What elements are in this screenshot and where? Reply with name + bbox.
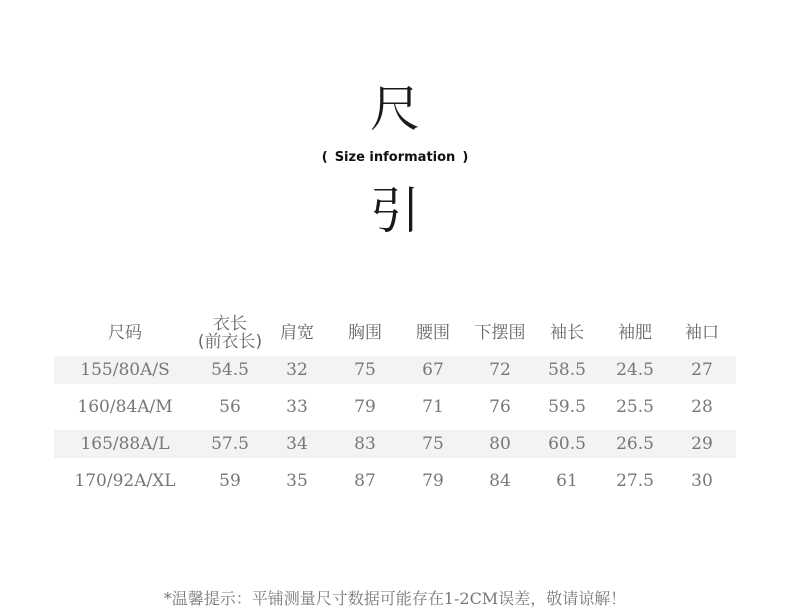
header-sleeve-width bbox=[605, 310, 665, 356]
header-cuff bbox=[672, 310, 732, 356]
table-cell: 79 bbox=[422, 471, 444, 491]
table-cell: 28 bbox=[691, 397, 713, 417]
table-cell: 76 bbox=[489, 397, 511, 417]
table-cell: 155/80A/S bbox=[80, 360, 170, 380]
table-cell: 56 bbox=[219, 397, 241, 417]
table-cell: 59.5 bbox=[548, 397, 586, 417]
table-cell: 25.5 bbox=[616, 397, 654, 417]
table-header-row bbox=[54, 310, 736, 356]
header-length-label: 衣长 bbox=[213, 314, 247, 334]
size-table bbox=[54, 310, 736, 504]
disclaimer-note: *温馨提示：平铺测量尺寸数据可能存在1-2CM误差，敬请谅解！ bbox=[163, 589, 627, 608]
header-sleeve-width-label: 袖肥 bbox=[618, 323, 652, 343]
header-hem-label: 下摆围 bbox=[474, 323, 526, 343]
subtitle-text: Size information bbox=[334, 150, 456, 165]
header-chest-label: 胸围 bbox=[348, 323, 382, 343]
table-cell: 54.5 bbox=[211, 360, 249, 380]
header-sleeve-length-label: 袖长 bbox=[550, 323, 584, 343]
table-cell: 160/84A/M bbox=[77, 397, 173, 417]
header-length bbox=[190, 310, 270, 356]
subtitle-close-paren: ) bbox=[462, 150, 469, 165]
table-cell: 24.5 bbox=[616, 360, 654, 380]
subtitle-open-paren: ( bbox=[321, 150, 328, 165]
table-cell: 29 bbox=[691, 434, 713, 454]
table-cell: 58.5 bbox=[548, 360, 586, 380]
header-hem bbox=[465, 310, 535, 356]
header-waist-label: 腰围 bbox=[416, 323, 450, 343]
table-cell: 72 bbox=[489, 360, 511, 380]
header-waist bbox=[403, 310, 463, 356]
table-cell: 34 bbox=[286, 434, 308, 454]
table-cell: 33 bbox=[286, 397, 308, 417]
table-cell: 87 bbox=[354, 471, 376, 491]
table-cell: 83 bbox=[354, 434, 376, 454]
table-cell: 32 bbox=[286, 360, 308, 380]
table-row bbox=[54, 393, 736, 421]
header-shoulder bbox=[267, 310, 327, 356]
title-char-yin: 引 bbox=[370, 182, 420, 240]
table-cell: 60.5 bbox=[548, 434, 586, 454]
table-cell: 84 bbox=[489, 471, 511, 491]
table-row bbox=[54, 430, 736, 458]
table-cell: 30 bbox=[691, 471, 713, 491]
table-row bbox=[54, 356, 736, 384]
table-cell: 27 bbox=[691, 360, 713, 380]
table-cell: 71 bbox=[422, 397, 444, 417]
header-length-sublabel: (前衣长) bbox=[197, 332, 263, 352]
table-cell: 67 bbox=[422, 360, 444, 380]
table-cell: 57.5 bbox=[211, 434, 249, 454]
header-chest bbox=[335, 310, 395, 356]
table-cell: 80 bbox=[489, 434, 511, 454]
table-cell: 75 bbox=[422, 434, 444, 454]
subtitle bbox=[0, 150, 790, 165]
table-row bbox=[54, 467, 736, 495]
table-cell: 170/92A/XL bbox=[74, 471, 176, 491]
table-cell: 35 bbox=[286, 471, 308, 491]
title-char-chi: 尺 bbox=[370, 80, 420, 138]
header-cuff-label: 袖口 bbox=[685, 323, 719, 343]
table-cell: 79 bbox=[354, 397, 376, 417]
header-size-label: 尺码 bbox=[108, 323, 142, 343]
table-cell: 26.5 bbox=[616, 434, 654, 454]
header-sleeve-length bbox=[537, 310, 597, 356]
header-shoulder-label: 肩宽 bbox=[280, 323, 314, 343]
header-size bbox=[60, 310, 190, 356]
table-cell: 165/88A/L bbox=[80, 434, 170, 454]
table-cell: 27.5 bbox=[616, 471, 654, 491]
table-cell: 75 bbox=[354, 360, 376, 380]
table-cell: 61 bbox=[556, 471, 578, 491]
table-cell: 59 bbox=[219, 471, 241, 491]
